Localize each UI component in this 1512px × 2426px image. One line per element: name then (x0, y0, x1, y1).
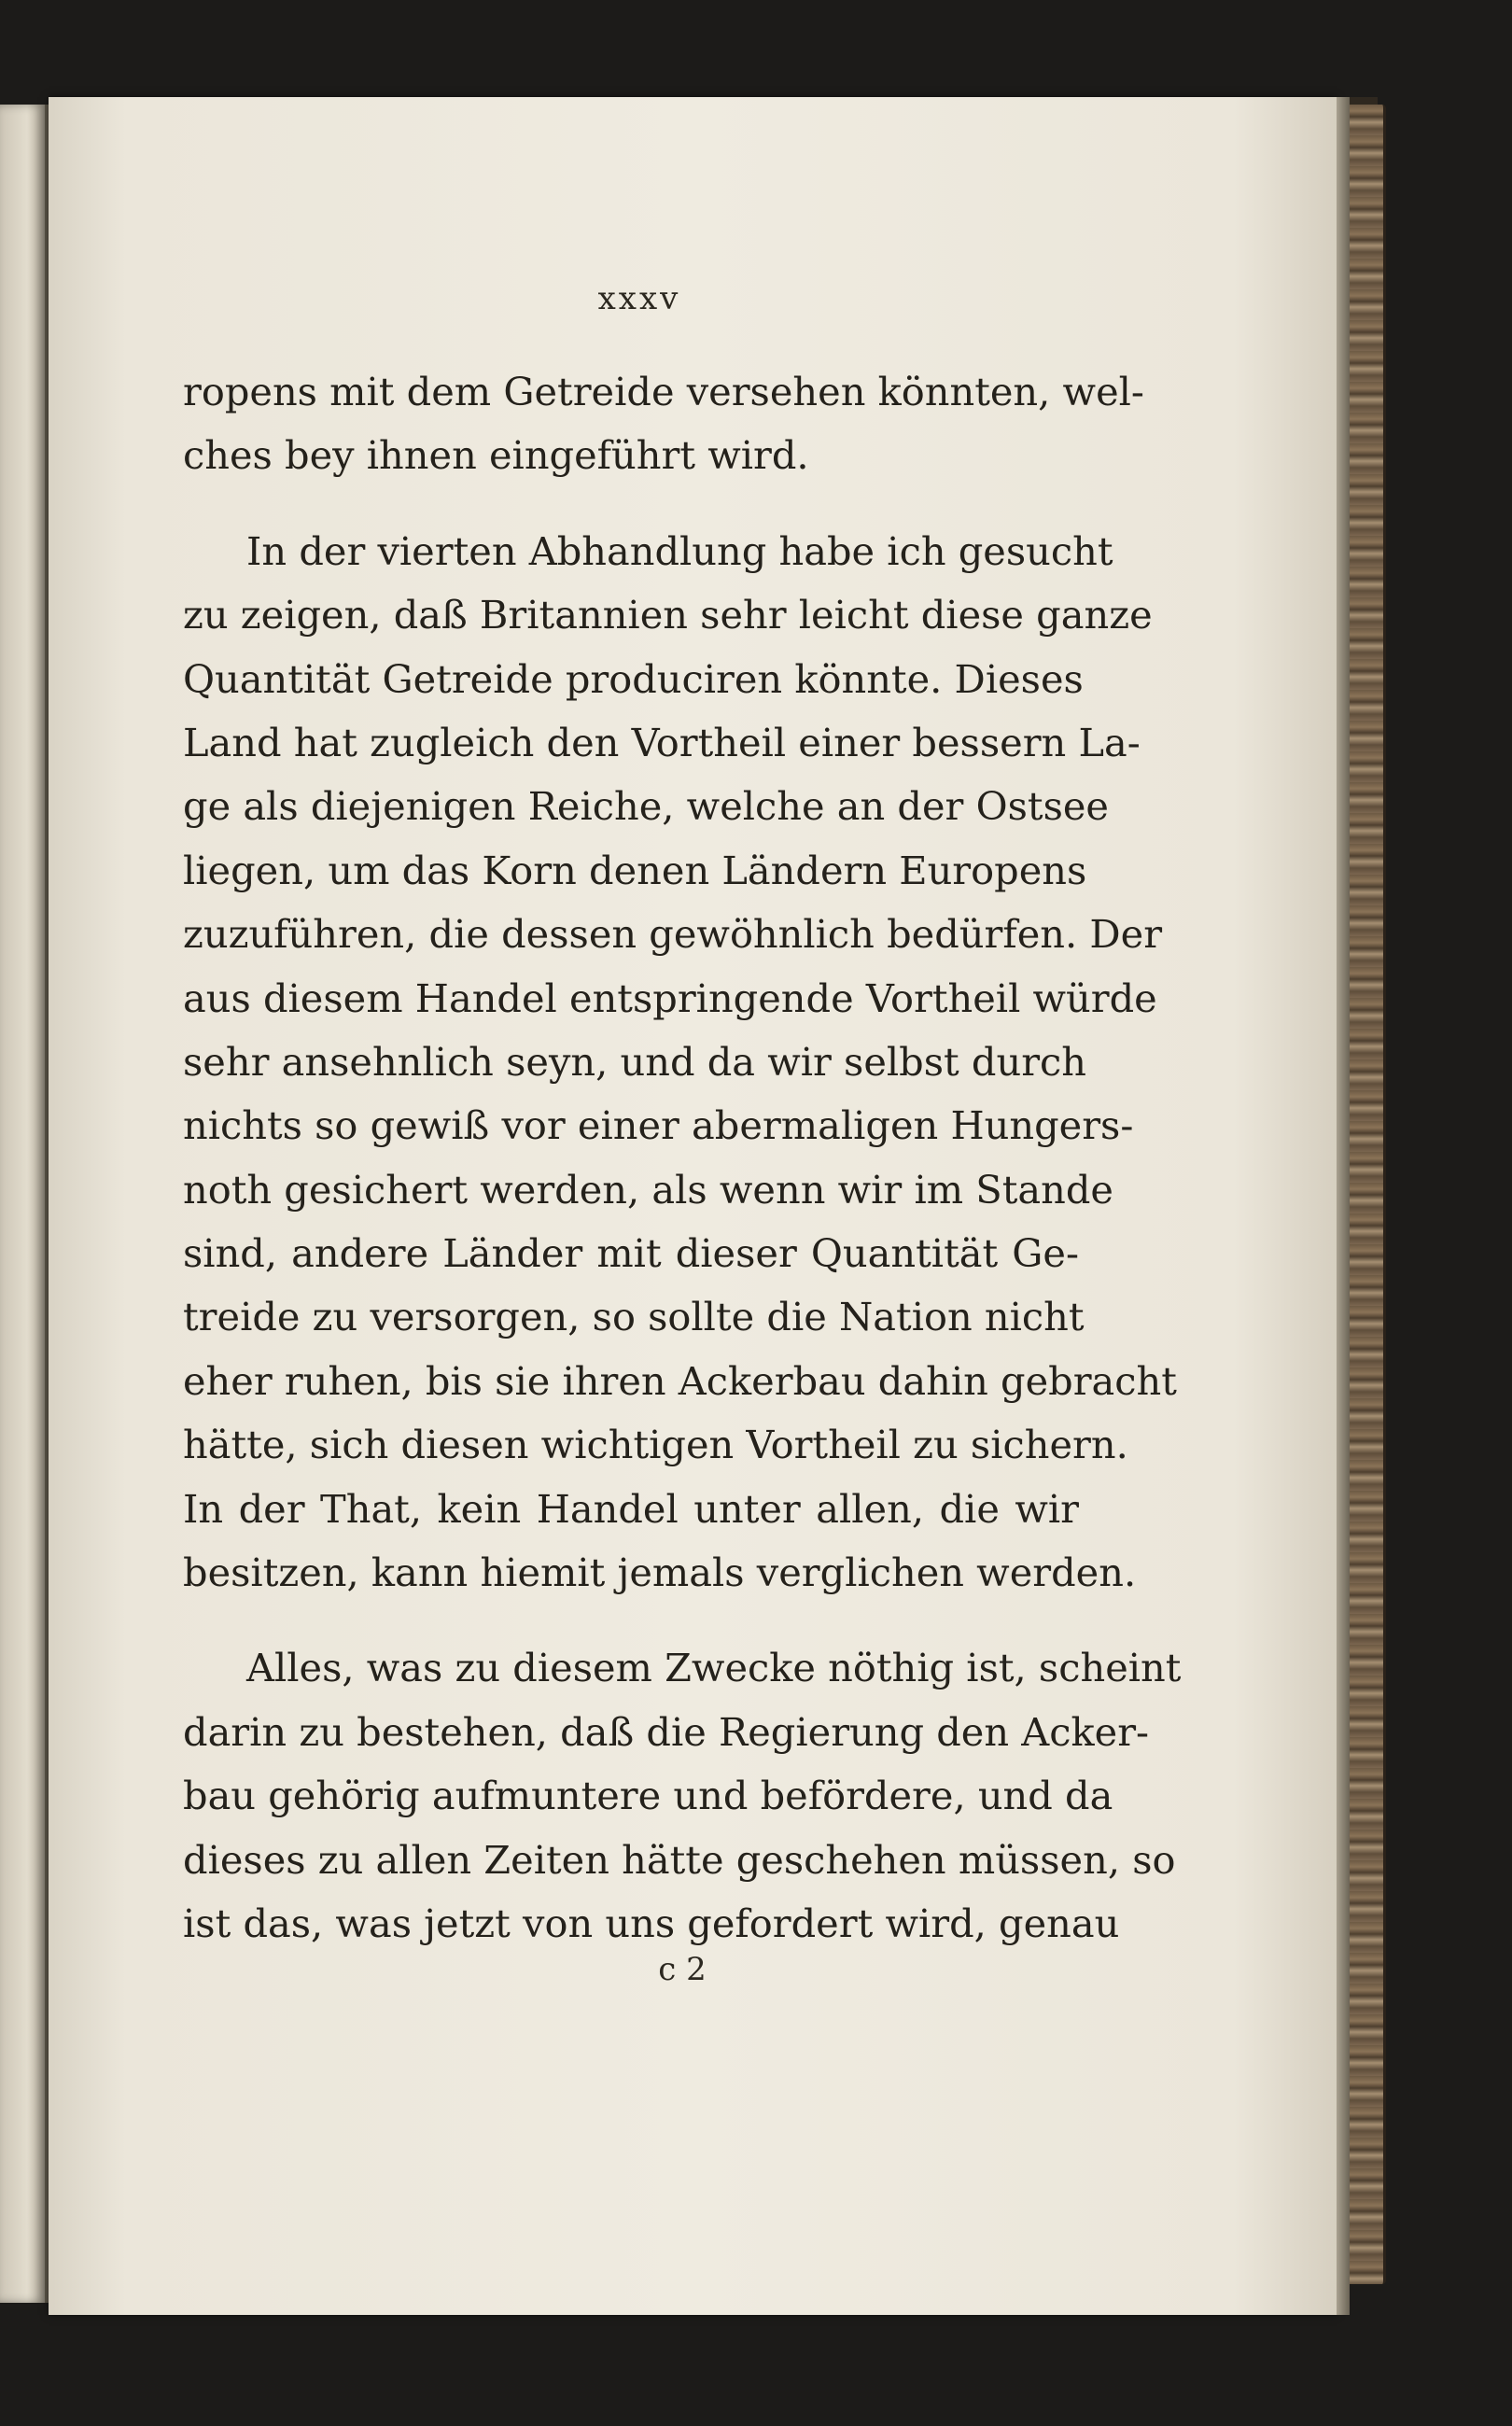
text-line: ropens mit dem Getreide versehen könnten, wel- (183, 369, 1144, 414)
signature-mark: c 2 (658, 1951, 707, 1988)
text-line: In der vierten Abhandlung habe ich gesucht (246, 527, 1113, 574)
text-line: eher ruhen, bis sie ihren Ackerbau dahin gebracht (183, 1357, 1177, 1404)
text-line: besitzen, kann hiemit jemals verglichen werden. (183, 1550, 1137, 1596)
text-line: sehr ansehnlich seyn, und da wir selbst durch (183, 1038, 1087, 1085)
text-line: bau gehörig aufmuntere und befördere, und da (183, 1773, 1113, 1819)
text-line: ches bey ihnen eingeführt wird. (183, 432, 809, 479)
text-line: In der That, kein Handel unter allen, die wir (183, 1485, 1079, 1532)
text-line: Alles, was zu diesem Zwecke nöthig ist, scheint (246, 1645, 1182, 1691)
body-text (183, 360, 1182, 1956)
text-line: Quantität Getreide produciren könnte. Dieses (183, 655, 1084, 702)
text-line: noth gesichert werden, als wenn wir im Stande (183, 1166, 1113, 1213)
text-line: hätte, sich diesen wichtigen Vortheil zu sichern. (183, 1422, 1128, 1468)
text-line: treide zu versorgen, so sollte die Nation nicht (183, 1294, 1085, 1340)
text-line: darin zu bestehen, daß die Regierung den Acker- (183, 1708, 1150, 1755)
text-line: zuzuführen, die dessen gewöhnlich bedürfen. Der (183, 911, 1163, 958)
paragraph-gap (183, 1605, 1079, 1636)
text-line: zu zeigen, daß Britannien sehr leicht diese ganze (183, 592, 1153, 638)
paragraph-gap (183, 488, 1079, 520)
text-line: sind, andere Länder mit dieser Quantität Ge- (183, 1230, 1079, 1277)
text-line: ist das, was jetzt von uns gefordert wird, genau (183, 1900, 1120, 1946)
page-number-header: xxxv (597, 280, 681, 317)
text-line: liegen, um das Korn denen Ländern Europens (183, 847, 1087, 893)
text-line: Land hat zugleich den Vortheil einer bessern La- (183, 719, 1141, 765)
left-page-edge (0, 105, 45, 2303)
text-line: aus diesem Handel entspringende Vortheil würde (183, 975, 1157, 1021)
text-line: nichts so gewiß vor einer abermaligen Hungers- (183, 1102, 1134, 1149)
text-line: ge als diejenigen Reiche, welche an der Ostsee (183, 783, 1109, 830)
text-line: dieses zu allen Zeiten hätte geschehen müssen, so (183, 1836, 1176, 1883)
page-edge-shadow (1337, 97, 1350, 2315)
